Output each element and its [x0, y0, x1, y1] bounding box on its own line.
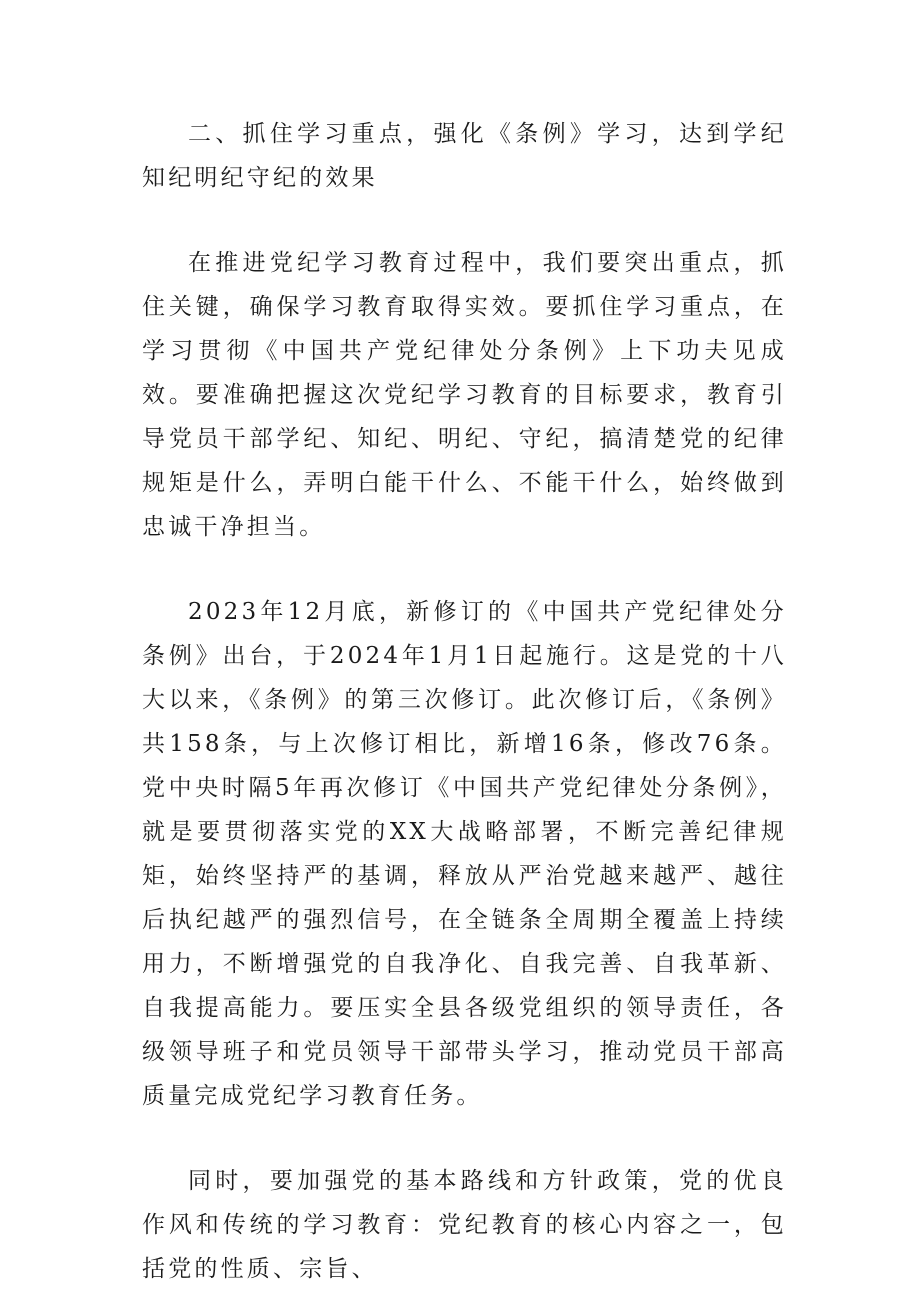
- section-heading: 二、抓住学习重点，强化《条例》学习，达到学纪知纪明纪守纪的效果: [142, 121, 787, 191]
- document-body: [142, 112, 787, 1291]
- paragraph-study-focus: 在推进党纪学习教育过程中，我们要突出重点，抓住关键，确保学习教育取得实效。要抓住学习重点，在学习贯彻《中国共产党纪律处分条例》上下功夫见成效。要准确把握这次党纪学习教育的目标要求，教育引导党员干部学纪、知纪、明纪、守纪，搞清楚党的纪律规矩是什么，弄明白能干什么、不能干什么，始终做到忠诚干净担当。: [142, 250, 787, 540]
- paragraph-regulation-revision: 2023年12月底，新修订的《中国共产党纪律处分条例》出台，于2024年1月1日起施行。这是党的十八大以来，《条例》的第三次修订。此次修订后，《条例》共158条，与上次修订相比，新增16条，修改76条。党中央时隔5年再次修订《中国共产党纪律处分条例》，就是要贯彻落实党的XX大战略部署，不断完善纪律规矩，始终坚持严的基调，释放从严治党越来越严、越往后执纪越严的强烈信号，在全链条全周期全覆盖上持续用力，不断增强党的自我净化、自我完善、自我革新、自我提高能力。要压实全县各级党组织的领导责任，各级领导班子和党员领导干部带头学习，推动党员干部高质量完成党纪学习教育任务。: [142, 599, 787, 1109]
- paragraph-party-line-education: 同时，要加强党的基本路线和方针政策，党的优良作风和传统的学习教育：党纪教育的核心内容之一，包括党的性质、宗旨、: [142, 1168, 787, 1282]
